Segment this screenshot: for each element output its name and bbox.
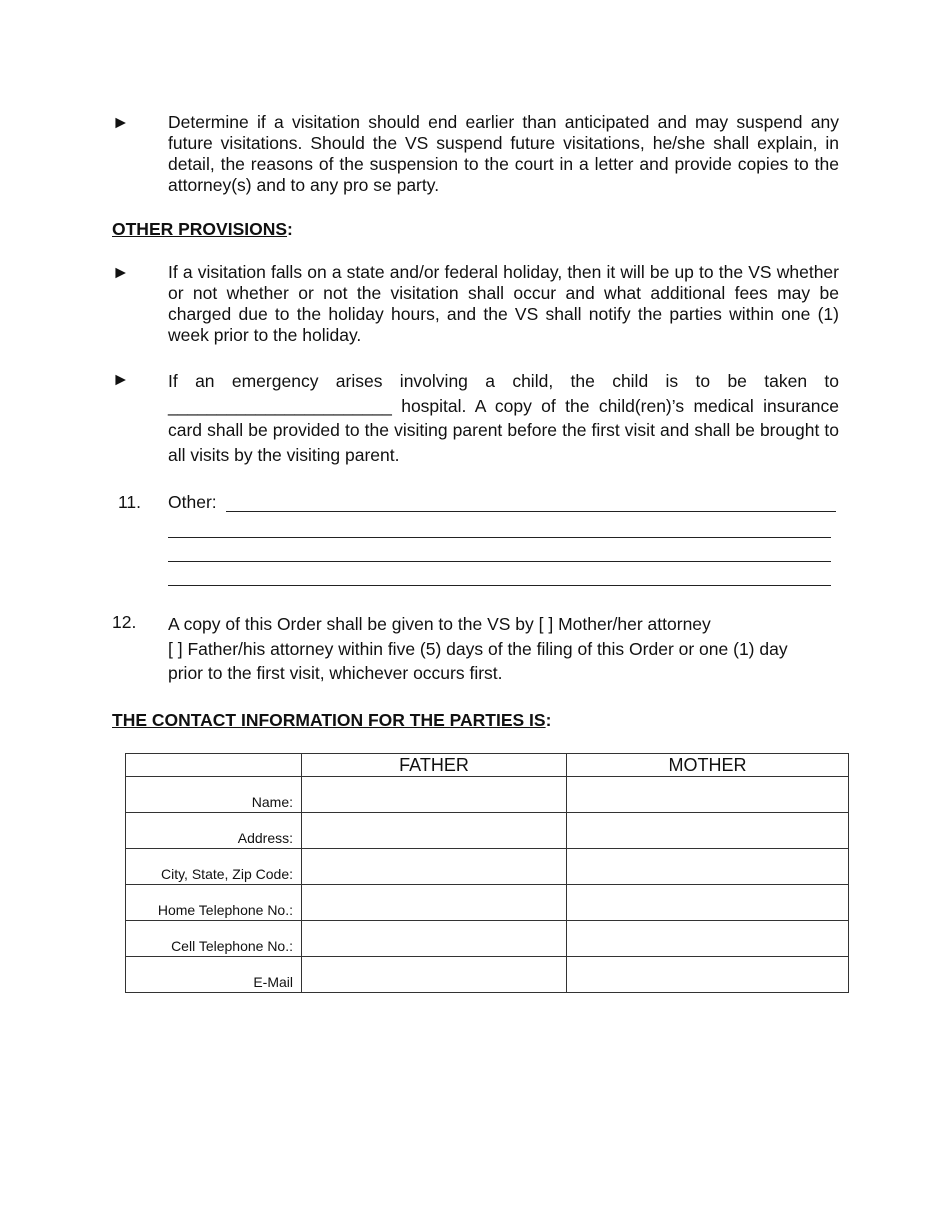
numbered-item-other (112, 492, 839, 513)
item-number: 12. (112, 612, 137, 632)
father-email-cell[interactable] (302, 957, 567, 993)
item12-line-3: prior to the first visit, whichever occurs first. (168, 663, 503, 683)
mother-email-cell[interactable] (567, 957, 849, 993)
bullet-arrow-icon: ► (112, 262, 130, 282)
other-line-2[interactable] (168, 537, 831, 538)
father-home-telephone-cell[interactable] (302, 885, 567, 921)
header-father: FATHER (302, 754, 567, 777)
table-row (126, 849, 849, 885)
bullet-item-holiday (112, 262, 839, 346)
table-row (126, 957, 849, 993)
father-city-state-zip-cell[interactable] (302, 849, 567, 885)
row-label-city-state-zip: City, State, Zip Code: (126, 849, 302, 885)
mother-city-state-zip-cell[interactable] (567, 849, 849, 885)
bullet-arrow-icon: ► (112, 369, 130, 389)
row-label-home-telephone: Home Telephone No.: (126, 885, 302, 921)
other-line-1[interactable] (226, 511, 836, 512)
row-label-email: E-Mail (126, 957, 302, 993)
bullet-item-suspend-visitation (112, 112, 839, 196)
table-row (126, 885, 849, 921)
bullet-text: If a visitation falls on a state and/or federal holiday, then it will be up to the VS whether or not whether or not the visitation shall occur and what additional fees may be charged due to the holiday hours, and the VS shall notify the parties within one (1) week prior to the holiday. (168, 262, 839, 345)
mother-home-telephone-cell[interactable] (567, 885, 849, 921)
table-row (126, 921, 849, 957)
item12-line-1: A copy of this Order shall be given to the VS by [ ] Mother/her attorney (168, 614, 711, 634)
father-name-cell[interactable] (302, 777, 567, 813)
mother-name-cell[interactable] (567, 777, 849, 813)
bullet-text: Determine if a visitation should end earlier than anticipated and may suspend any future visitations. Should the VS suspend future visitations, he/she shall explain, in detail, the reasons of the suspension to the court in a letter and provide copies to the attorney(s) and to any pro se party. (168, 112, 839, 195)
table-header-row (126, 754, 849, 777)
row-label-cell-telephone: Cell Telephone No.: (126, 921, 302, 957)
section-heading-other-provisions: OTHER PROVISIONS: (112, 219, 293, 239)
row-label-name: Name: (126, 777, 302, 813)
table-row (126, 813, 849, 849)
header-mother: MOTHER (567, 754, 849, 777)
mother-address-cell[interactable] (567, 813, 849, 849)
bullet-item-emergency (112, 369, 839, 467)
contact-info-table (125, 753, 849, 993)
bullet-arrow-icon: ► (112, 112, 130, 132)
section-heading-contact-info: THE CONTACT INFORMATION FOR THE PARTIES IS: (112, 710, 552, 730)
mother-cell-telephone-cell[interactable] (567, 921, 849, 957)
other-label: Other: (168, 492, 217, 512)
father-cell-telephone-cell[interactable] (302, 921, 567, 957)
father-address-cell[interactable] (302, 813, 567, 849)
row-label-address: Address: (126, 813, 302, 849)
table-row (126, 777, 849, 813)
other-line-4[interactable] (168, 585, 831, 586)
hospital-blank[interactable]: _______________________ (168, 395, 392, 416)
numbered-item-copy-of-order (112, 612, 839, 686)
header-blank-cell (126, 754, 302, 777)
item12-line-2: [ ] Father/his attorney within five (5) days of the filing of this Order or one (1) day (168, 638, 788, 659)
item-number: 11. (118, 492, 142, 512)
bullet-text: If an emergency arises involving a child, the child is to be taken to _______________________ hospital. A copy of the child(ren)’s medical insurance card shall be provided to the visiting parent before the first visit and shall be brought to all visits by the visiting parent. (168, 371, 839, 465)
other-line-3[interactable] (168, 561, 831, 562)
